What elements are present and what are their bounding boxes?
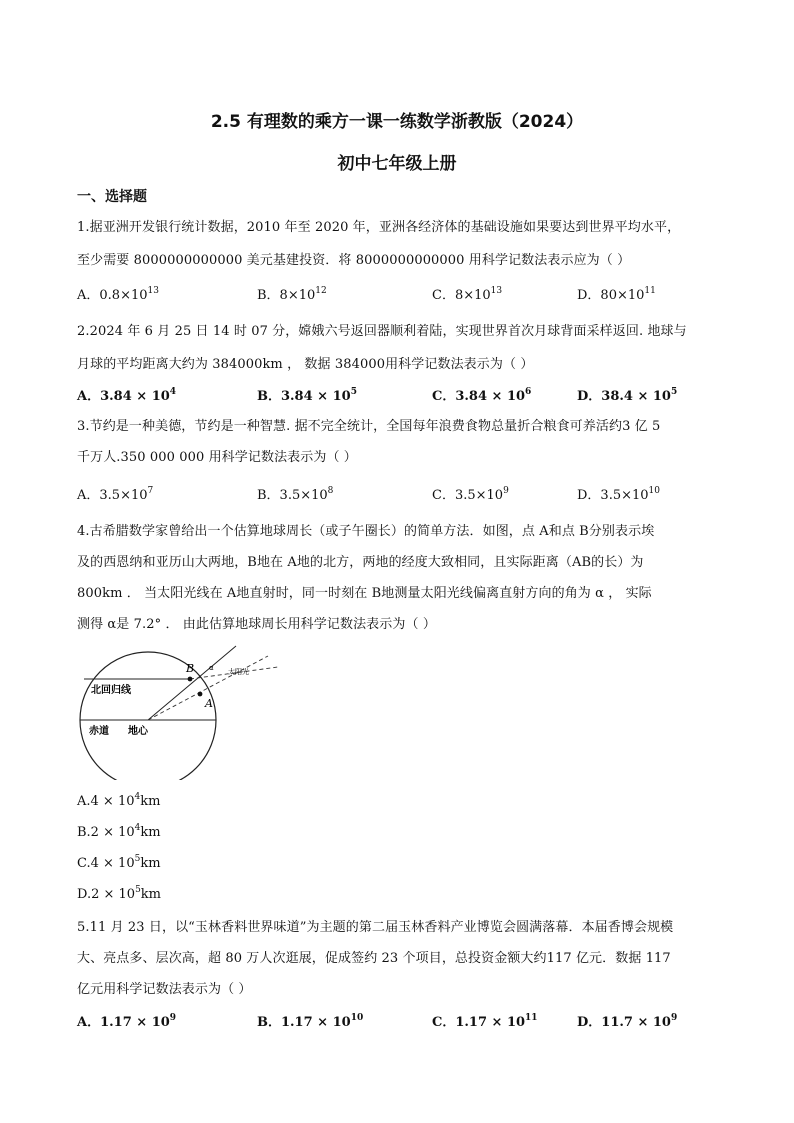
q4-option-b: $B.2 \times 10^4km$ bbox=[77, 823, 161, 840]
q4-option-d: $D.2 \times 10^5km$ bbox=[77, 885, 162, 902]
q1-option-a: A．$0.8\times 10^{13}$ bbox=[77, 286, 159, 303]
q3-option-b: B．$3.5\times 10^8$ bbox=[257, 486, 334, 503]
q2-option-a: A．$3.84 \times 10^4$ bbox=[77, 387, 177, 404]
q2-line-2: 月球的平均距离大约为 384000km ， 数据 384000用科学记数法表示为（ ） bbox=[77, 357, 534, 372]
q3-line-1: 3.节约是一种美德，节约是一种智慧. 据不完全统计，全国每年浪费食物总量折合粮食可养活约3 亿 5 bbox=[77, 419, 661, 434]
q4-line-4: 测得 α是 7.2° ． 由此估算地球周长用科学记数法表示为（ ） bbox=[77, 617, 436, 632]
q4-line-1: 4.古希腊数学家曾给出一个估算地球周长（或子午圈长）的简单方法．如图，点 A和点 B分别表示埃 bbox=[77, 524, 655, 539]
q4-option-a: $A.4 \times 10^4km$ bbox=[77, 792, 161, 809]
earth-circumference-figure bbox=[78, 638, 288, 780]
q4-option-c: $C.4 \times 10^5km$ bbox=[77, 854, 161, 871]
document-title: 2.5 有理数的乘方一课一练数学浙教版（2024） bbox=[210, 112, 584, 132]
label-center: 地心 bbox=[128, 726, 148, 737]
q2-option-c: C．$3.84 \times 10^6$ bbox=[432, 387, 532, 404]
label-b: B bbox=[186, 662, 195, 675]
q2-option-b: B．$3.84 \times 10^5$ bbox=[257, 387, 357, 404]
q1-option-d: D．$80\times 10^{11}$ bbox=[577, 286, 656, 303]
document-subtitle: 初中七年级上册 bbox=[337, 154, 457, 174]
q5-option-c: C．$1.17 \times 10^{11}$ bbox=[432, 1013, 538, 1030]
q5-line-3: 亿元用科学记数法表示为（ ） bbox=[77, 982, 252, 997]
q3-option-c: C．$3.5\times 10^9$ bbox=[432, 486, 509, 503]
point-a bbox=[198, 692, 203, 697]
q5-option-d: D．$11.7 \times 10^9$ bbox=[577, 1013, 678, 1030]
point-b bbox=[188, 677, 193, 682]
earth-circle bbox=[80, 652, 216, 780]
label-tropic: 北回归线 bbox=[91, 685, 131, 696]
q1-option-b: B．$8\times 10^{12}$ bbox=[257, 286, 327, 303]
q4-line-3: 800km ． 当太阳光线在 A地直射时，同一时刻在 B地测量太阳光线偏离直射方向的角为 α ， 实际 bbox=[77, 586, 652, 601]
radius-to-b bbox=[148, 646, 236, 720]
label-equator: 赤道 bbox=[89, 726, 109, 737]
q2-option-d: D．$38.4 \times 10^5$ bbox=[577, 387, 678, 404]
q4-line-2: 及的西恩纳和亚历山大两地，B地在 A地的北方，两地的经度大致相同，且实际距离（AB的长）为 bbox=[77, 555, 644, 570]
q3-option-a: A．$3.5\times 10^7$ bbox=[77, 486, 154, 503]
label-a: A bbox=[205, 697, 213, 710]
q1-line-2: 至少需要 8000000000000 美元基建投资．将 8000000000000 用科学记数法表示应为（ ） bbox=[77, 253, 631, 268]
q5-option-a: A．$1.17 \times 10^9$ bbox=[77, 1013, 177, 1030]
q5-line-2: 大、亮点多、层次高，超 80 万人次逛展，促成签约 23 个项目，总投资金额大约117 亿元．数据 117 bbox=[77, 951, 671, 966]
q1-option-c: C．$8\times 10^{13}$ bbox=[432, 286, 503, 303]
q2-line-1: 2.2024 年 6 月 25 日 14 时 07 分，嫦娥六号返回器顺利着陆，实现世界首次月球背面采样返回. 地球与 bbox=[77, 324, 687, 339]
q5-option-b: B．$1.17 \times 10^{10}$ bbox=[257, 1013, 364, 1030]
q3-line-2: 千万人.350 000 000 用科学记数法表示为（ ） bbox=[77, 450, 357, 465]
label-sun: 太阳光 bbox=[228, 668, 249, 676]
q1-line-1: 1.据亚洲开发银行统计数据，2010 年至 2020 年，亚洲各经济体的基础设施如果要达到世界平均水平， bbox=[77, 220, 681, 235]
label-alpha: α bbox=[209, 664, 214, 672]
q5-line-1: 5.11 月 23 日，以“玉林香料世界味道”为主题的第二届玉林香料产业博览会圆满落幕．本届香博会规模 bbox=[77, 920, 674, 935]
q3-option-d: D．$3.5\times 10^{10}$ bbox=[577, 486, 660, 503]
section-heading: 一、选择题 bbox=[77, 189, 147, 205]
